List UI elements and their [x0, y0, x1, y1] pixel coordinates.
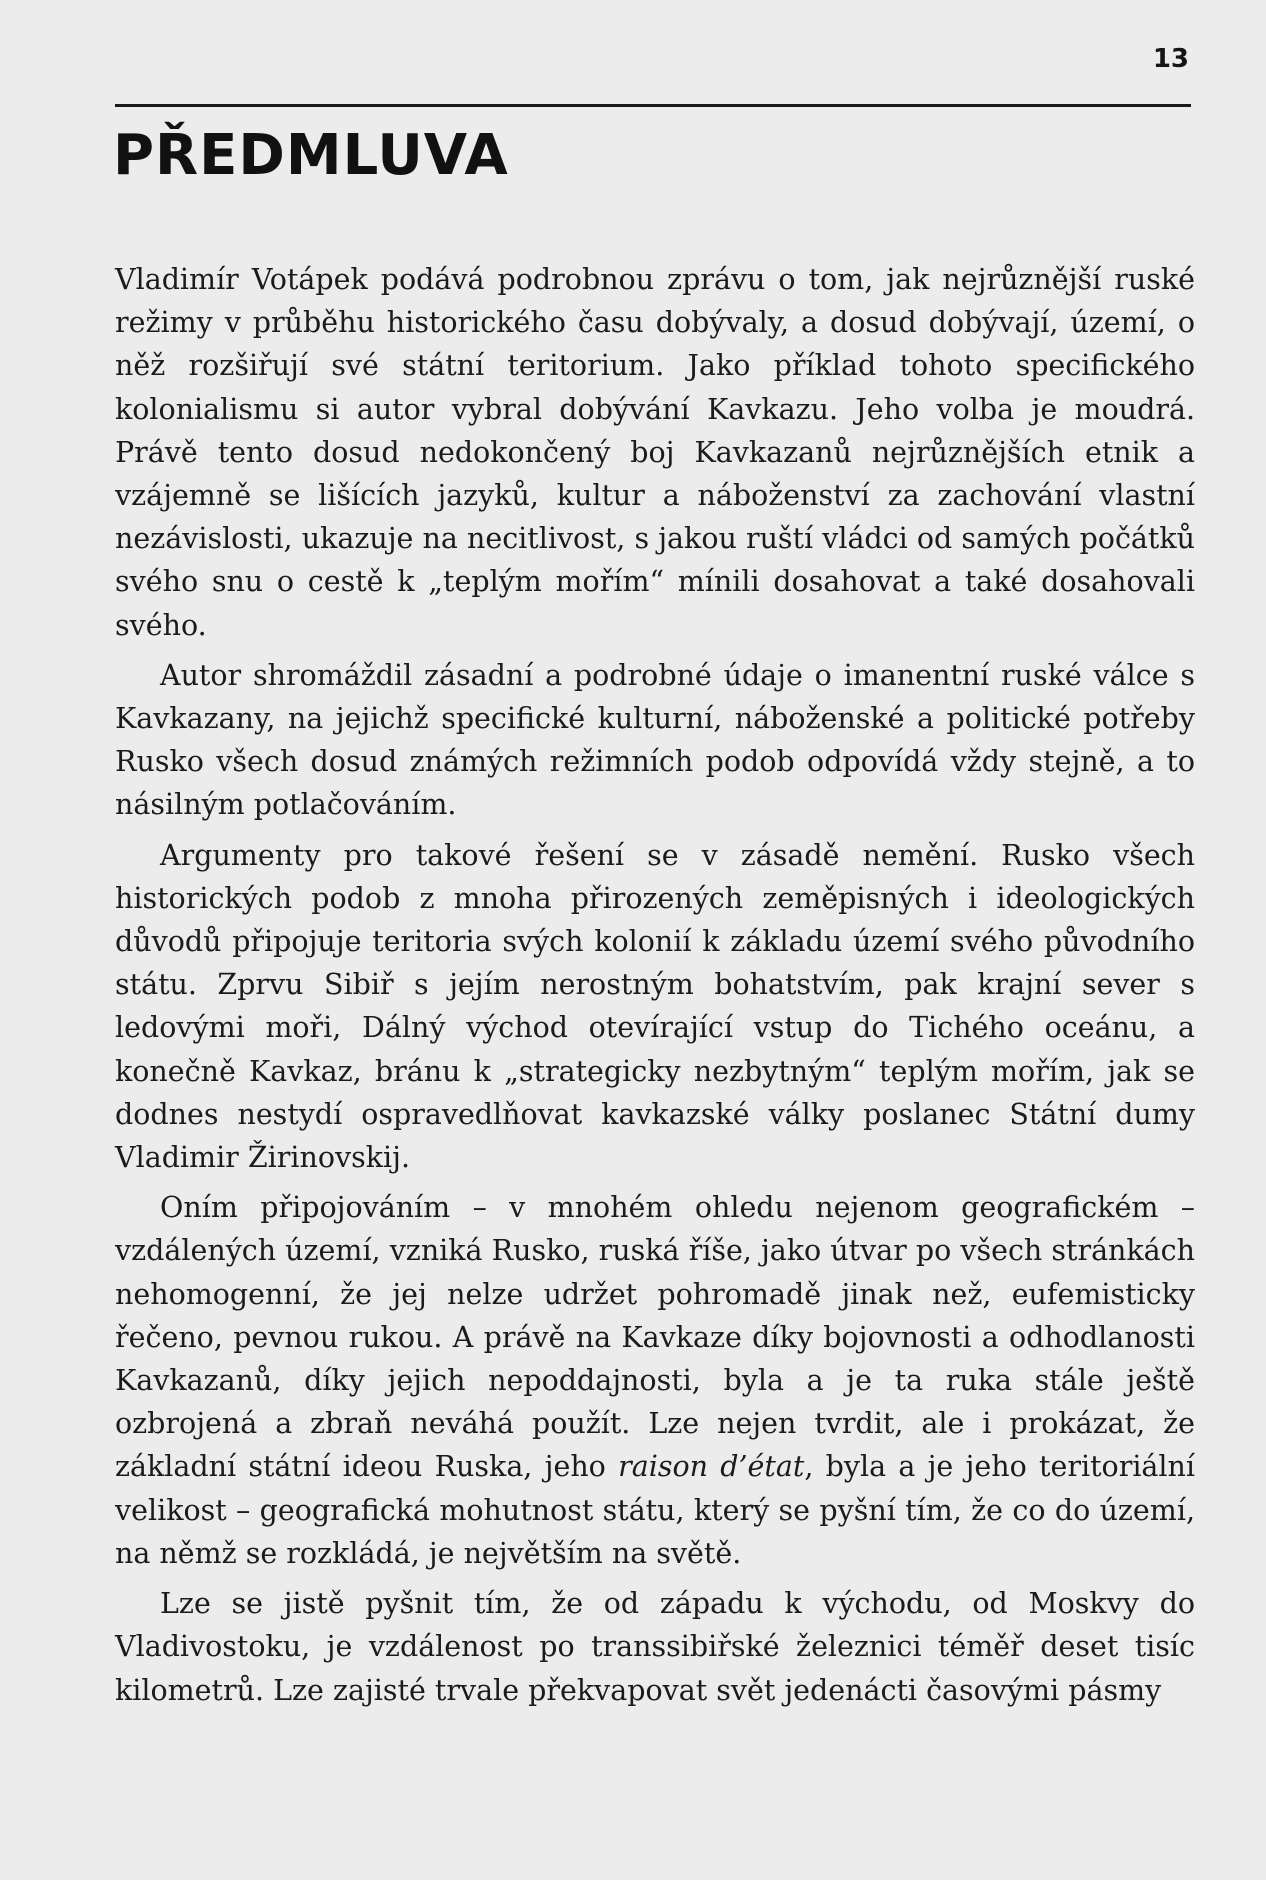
paragraph-2: Autor shromáždil zásadní a podrobné údaje o imanentní ruské válce s Kavkazany, na jejichž specifické kulturní, náboženské a politické potřeby Rusko všech dosud známých režimních podob odpovídá vždy stejně, a to násilným potlačováním. — [115, 658, 1195, 822]
paragraph-4-text-before: Oním připojováním – v mnohém ohledu nejenom geografickém – vzdálených území, vzniká Rusko, ruská říše, jako útvar po všech stránkách nehomogenní, že jej nelze udržet pohromadě jinak než, eufemisticky řečeno, pevnou rukou. A právě na Kavkaze díky bojovnosti a odhodlanosti Kavkazanů, díky jejich nepoddajnosti, byla a je ta ruka stále ještě ozbrojená a zbraň neváhá použít. Lze nejen tvrdit, ale i prokázat, že základní státní ideou Ruska, jeho — [115, 1191, 1195, 1484]
paragraph-3: Argumenty pro takové řešení se v zásadě nemění. Rusko všech historických podob z mnoha přirozených zeměpisných i ideologických důvodů připojuje teritoria svých kolonií k základu území svého původního státu. Zprvu Sibiř s jejím nerostným bohatstvím, pak krajní sever s ledovými moři, Dálný východ otevírající vstup do Tichého oceánu, a konečně Kavkaz, bránu k „strategicky nezbytným“ teplým mořím, jak se dodnes nestydí ospravedlňovat kavkazské války poslanec Státní dumy Vladimir Žirinovskij. — [115, 838, 1195, 1175]
chapter-title: PŘEDMLUVA — [113, 123, 509, 188]
paragraph-4-italic-phrase: raison d’état — [618, 1450, 805, 1484]
paragraph-1: Vladimír Votápek podává podrobnou zprávu o tom, jak nejrůznější ruské režimy v průběhu historického času dobývaly, a dosud dobývají, území, o něž rozšiřují své státní teritorium. Jako příklad tohoto specifického kolonialismu si autor vybral dobývání Kavkazu. Jeho volba je moudrá. Právě tento dosud nedokončený boj Kavkazanů nejrůznějších etnik a vzájemně se lišících jazyků, kultur a náboženství za zachování vlastní nezávislosti, ukazuje na necitlivost, s jakou ruští vládci od samých počátků svého snu o cestě k „teplým mořím“ mínili dosahovat a také dosahovali svého. — [115, 263, 1195, 642]
page-number: 13 — [1152, 44, 1189, 74]
header-rule — [115, 104, 1191, 107]
paragraph-5: Lze se jistě pyšnit tím, že od západu k východu, od Moskvy do Vladivostoku, je vzdálenost po transsibiřské železnici téměř deset tisíc kilometrů. Lze zajisté trvale překvapovat svět jedenácti časovými pásmy — [115, 1587, 1195, 1707]
paragraph-4-text-after: , byla a je jeho teritoriální velikost – geografická mohutnost státu, který se pyšní tím, že co do území, na němž se rozkládá, je největším na světě. — [115, 1450, 1196, 1570]
paragraph-4 — [115, 1186, 1195, 1575]
body-text — [115, 258, 1195, 1719]
